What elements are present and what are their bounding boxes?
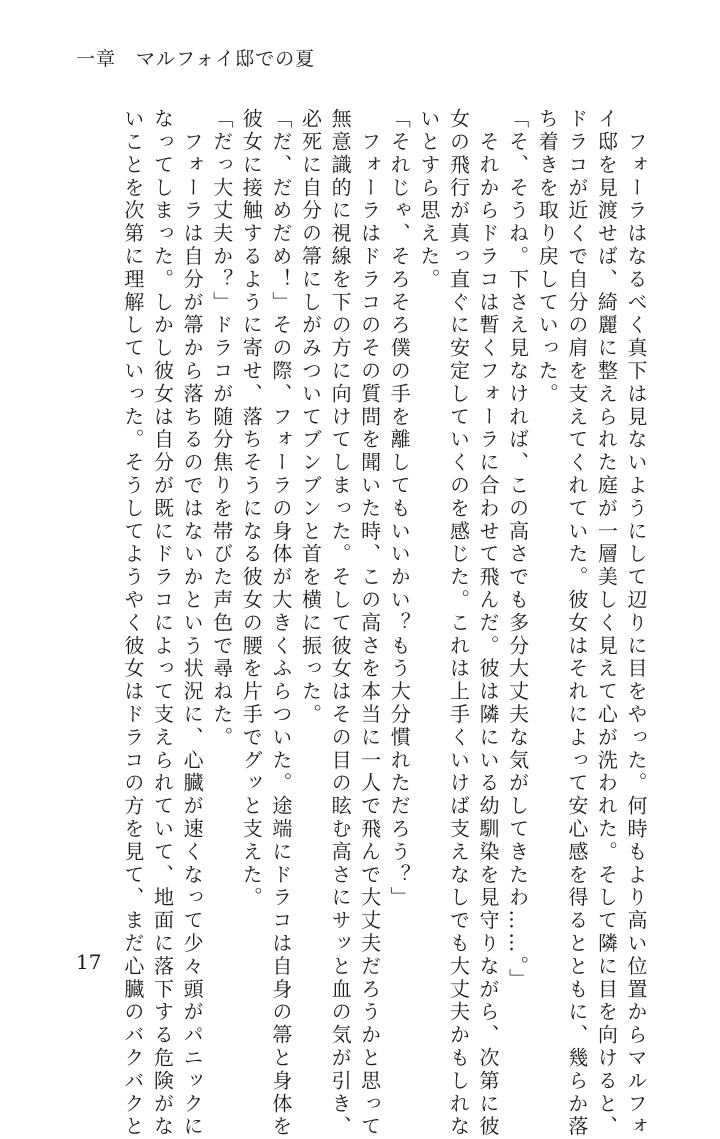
text-line: それからドラコは暫くフォーラに合わせて飛んだ。彼は隣にいる幼馴染を見守りながら、次第に彼 bbox=[476, 108, 501, 1139]
chapter-label: 一章 bbox=[76, 48, 117, 70]
text-line: なってしまった。しかし彼女は自分が既にドラコによって支えられていて、地面に落下する危険がな bbox=[150, 108, 175, 1139]
text-line: イ邸を見渡せば、綺麗に整えられた庭が一層美しく見えて心が洗われた。そして隣に目を向けると、 bbox=[594, 108, 619, 1139]
chapter-title: マルフォイ邸での夏 bbox=[136, 48, 316, 70]
text-line: いとすら思えた。 bbox=[416, 108, 441, 292]
text-line: 「そ、そうね。下さえ見なければ、この高さでも多分大丈夫な気がしてきたわ……。」 bbox=[505, 108, 530, 992]
text-line: 無意識的に視線を下の方に向けてしまった。そして彼女はその目の眩む高さにサッと血の気が引き、 bbox=[328, 108, 353, 1139]
vertical-body-text bbox=[117, 108, 650, 1139]
text-line: 女の飛行が真っ直ぐに安定していくのを感じた。これは上手くいけば支えなしでも大丈夫かもしれな bbox=[446, 108, 471, 1139]
text-line: 「だ、だめだめ！」その際、フォーラの身体が大きくふらついた。途端にドラコは自身の箒と身体を bbox=[268, 108, 293, 1139]
text-line: いことを次第に理解していった。そうしてようやく彼女はドラコの方を見て、まだ心臓のバクバクと bbox=[120, 108, 145, 1139]
text-line: 「だっ大丈夫か？」ドラコが随分焦りを帯びた声色で尋ねた。 bbox=[209, 108, 234, 750]
text-line: 彼女に接触するように寄せ、落ちそうになる彼女の腰を片手でグッと支えた。 bbox=[239, 108, 264, 910]
text-line: ち着きを取り戻していった。 bbox=[535, 108, 560, 406]
text-line: フォーラはなるべく真下は見ないようにして辺りに目をやった。何時もより高い位置からマルフォ bbox=[624, 108, 648, 1139]
text-line: フォーラはドラコのその質問を聞いた時、この高さを本当に一人で飛んで大丈夫だろうかと思って bbox=[357, 108, 382, 1139]
page-number: 17 bbox=[76, 950, 102, 974]
text-line: フォーラは自分が箒から落ちるのではないかという状況に、心臓が速くなって少々頭がパニックに bbox=[180, 108, 205, 1139]
text-line: 「それじゃ、そろそろ僕の手を離してもいいかい？もう大分慣れただろう？」 bbox=[387, 108, 412, 910]
text-line: ドラコが近くで自分の肩を支えてくれていた。彼女はそれによって安心感を得るとともに、幾らか落 bbox=[564, 108, 589, 1139]
running-header bbox=[76, 44, 315, 71]
text-line: 必死に自分の箒にしがみついてブンブンと首を横に振った。 bbox=[298, 108, 323, 727]
